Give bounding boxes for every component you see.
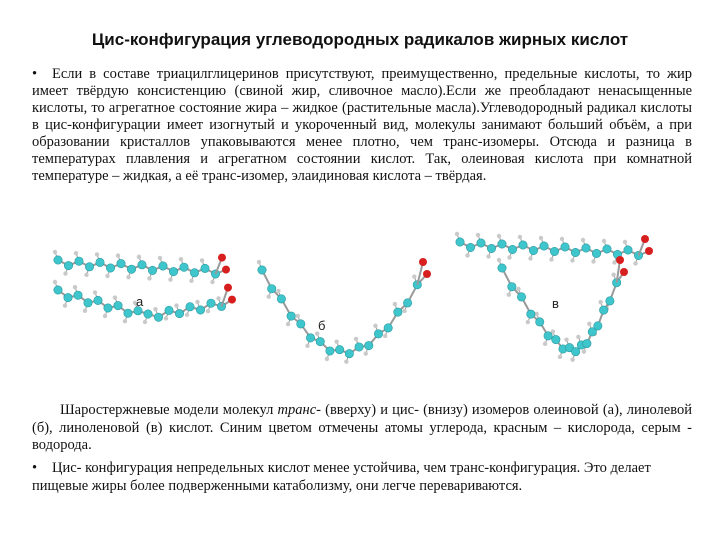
oleic-cis-hydrogen-atom [83,309,87,313]
linoleic-cis-oxygen-atom [419,258,427,266]
oleic-trans-hydrogen-atom [95,252,99,256]
linolenic-cis-carbon-atom [498,264,506,272]
linoleic-cis-carbon-atom [287,312,295,320]
linoleic-cis-carbon-atom [335,345,343,353]
linolenic-trans-hydrogen-atom [497,234,501,238]
oleic-cis-hydrogen-atom [103,314,107,318]
linolenic-trans-carbon-atom [529,246,537,254]
linoleic-cis-hydrogen-atom [305,344,309,348]
linolenic-trans-carbon-atom [487,244,495,252]
paragraph-cis-stability [32,460,692,495]
linolenic-trans-carbon-atom [466,243,474,251]
linolenic-cis-hydrogen-atom [543,342,547,346]
oleic-trans-hydrogen-atom [147,276,151,280]
oleic-cis-carbon-atom [175,309,183,317]
oleic-cis-carbon-atom [84,299,92,307]
linolenic-trans-hydrogen-atom [518,235,522,239]
oleic-trans-carbon-atom [127,265,135,273]
linoleic-cis-hydrogen-atom [267,294,271,298]
linoleic-cis-carbon-atom [365,341,373,349]
oleic-cis-oxygen-atom [228,296,236,304]
linolenic-trans-hydrogen-atom [633,261,637,265]
oleic-trans-carbon-atom [180,263,188,271]
linoleic-cis-hydrogen-atom [325,357,329,361]
linolenic-trans-hydrogen-atom [476,233,480,237]
linolenic-cis-hydrogen-atom [611,272,615,276]
oleic-trans-carbon-atom [64,261,72,269]
ball-and-stick-models [40,228,680,398]
linolenic-trans-hydrogen-atom [486,254,490,258]
oleic-cis-hydrogen-atom [93,290,97,294]
linolenic-cis-carbon-atom [599,306,607,314]
linolenic-cis-carbon-atom [527,310,535,318]
linolenic-trans-hydrogen-atom [455,232,459,236]
oleic-trans-hydrogen-atom [105,274,109,278]
linolenic-cis-hydrogen-atom [497,258,501,262]
linolenic-cis-oxygen-atom [620,268,628,276]
linolenic-cis-hydrogen-atom [507,292,511,296]
oleic-trans-hydrogen-atom [158,256,162,260]
linoleic-cis-hydrogen-atom [402,309,406,313]
linolenic-cis-carbon-atom [552,335,560,343]
linolenic-trans-hydrogen-atom [560,237,564,241]
linolenic-trans-hydrogen-atom [465,253,469,257]
linolenic-trans-hydrogen-atom [623,240,627,244]
oleic-cis-hydrogen-atom [174,303,178,307]
oleic-trans-carbon-atom [106,264,114,272]
oleic-cis-carbon-atom [144,310,152,318]
linoleic-cis-carbon-atom [326,347,334,355]
linoleic-cis-hydrogen-atom [373,324,377,328]
linolenic-trans-carbon-atom [519,241,527,249]
linoleic-cis-carbon-atom [345,349,353,357]
oleic-trans-carbon-atom [85,263,93,271]
linolenic-cis-carbon-atom [594,322,602,330]
linoleic-cis-hydrogen-atom [412,274,416,278]
oleic-trans-hydrogen-atom [189,279,193,283]
linolenic-cis-hydrogen-atom [598,300,602,304]
linolenic-trans-hydrogen-atom [612,260,616,264]
linolenic-cis-hydrogen-atom [582,349,586,353]
oleic-trans-hydrogen-atom [210,280,214,284]
linolenic-trans-hydrogen-atom [549,257,553,261]
linoleic-cis-hydrogen-atom [364,351,368,355]
oleic-trans-hydrogen-atom [84,273,88,277]
oleic-cis-carbon-atom [165,306,173,314]
linolenic-trans-hydrogen-atom [507,255,511,259]
linolenic-trans-hydrogen-atom [570,258,574,262]
linoleic-cis-hydrogen-atom [354,337,358,341]
oleic-cis-hydrogen-atom [53,280,57,284]
linoleic-cis-carbon-atom [374,330,382,338]
linolenic-cis-hydrogen-atom [570,357,574,361]
linolenic-trans-hydrogen-atom [581,238,585,242]
linolenic-cis-carbon-atom [571,347,579,355]
linolenic-cis-carbon-atom [544,332,552,340]
linolenic-cis-carbon-atom [536,318,544,326]
linolenic-trans-oxygen-atom [645,247,653,255]
linolenic-trans-oxygen-atom [641,235,649,243]
bullet-marker: • [32,66,38,82]
linolenic-cis-oxygen-atom [616,256,624,264]
linoleic-cis-carbon-atom [258,266,266,274]
oleic-trans-carbon-atom [201,264,209,272]
oleic-trans-carbon-atom [75,257,83,265]
linolenic-trans-carbon-atom [456,238,464,246]
linoleic-cis-hydrogen-atom [393,302,397,306]
oleic-cis-hydrogen-atom [143,320,147,324]
linoleic-cis-carbon-atom [403,299,411,307]
oleic-trans-hydrogen-atom [74,251,78,255]
oleic-cis-hydrogen-atom [185,313,189,317]
linolenic-cis-carbon-atom [583,339,591,347]
oleic-trans-oxygen-atom [218,254,226,262]
linolenic-cis-hydrogen-atom [558,355,562,359]
oleic-cis-carbon-atom [154,313,162,321]
caption-italic-trans: транс [277,402,317,418]
linoleic-cis-hydrogen-atom [296,314,300,318]
oleic-trans-carbon-atom [148,266,156,274]
linolenic-trans-carbon-atom [477,239,485,247]
molecule-models-figure [40,228,680,398]
linolenic-trans-carbon-atom [592,249,600,257]
oleic-trans-hydrogen-atom [179,257,183,261]
oleic-cis-carbon-atom [196,306,204,314]
oleic-cis-carbon-atom [64,293,72,301]
oleic-cis-oxygen-atom [224,284,232,292]
linolenic-trans-hydrogen-atom [539,236,543,240]
linoleic-cis-carbon-atom [306,334,314,342]
linoleic-cis-hydrogen-atom [344,359,348,363]
linoleic-cis-oxygen-atom [423,270,431,278]
linolenic-trans-carbon-atom [624,246,632,254]
linolenic-trans-carbon-atom [550,247,558,255]
linolenic-cis-carbon-atom [508,282,516,290]
oleic-trans-hydrogen-atom [63,271,67,275]
oleic-trans-hydrogen-atom [200,258,204,262]
oleic-cis-carbon-atom [94,296,102,304]
linolenic-trans-carbon-atom [540,242,548,250]
linolenic-trans-carbon-atom [498,240,506,248]
linolenic-trans-carbon-atom [561,243,569,251]
linoleic-cis-carbon-atom [355,343,363,351]
linolenic-trans-hydrogen-atom [591,259,595,263]
linolenic-trans-carbon-atom [571,248,579,256]
caption-part2: - (вверху) и цис- (внизу) изомеров олеиновой (а), линолевой (б), линоленовой (в) кислот. Синим цветом отмечены атомы углерода, красным – кислорода, серым - водорода. [32,402,692,453]
oleic-cis-carbon-atom [104,304,112,312]
oleic-trans-carbon-atom [96,258,104,266]
oleic-cis-carbon-atom [207,299,215,307]
bullet-marker: • [32,460,38,476]
oleic-cis-hydrogen-atom [73,285,77,289]
linolenic-trans-hydrogen-atom [528,256,532,260]
linoleic-cis-hydrogen-atom [334,339,338,343]
oleic-cis-carbon-atom [186,303,194,311]
linolenic-cis-hydrogen-atom [516,287,520,291]
oleic-trans-hydrogen-atom [116,253,120,257]
slide-title: Цис-конфигурация углеводородных радикалов жирных кислот [91,30,629,49]
oleic-cis-hydrogen-atom [206,309,210,313]
oleic-cis-hydrogen-atom [216,296,220,300]
oleic-cis-hydrogen-atom [195,300,199,304]
linoleic-cis-carbon-atom [297,320,305,328]
linolenic-trans-carbon-atom [582,244,590,252]
linoleic-cis-carbon-atom [384,324,392,332]
oleic-cis-carbon-atom [114,301,122,309]
oleic-trans-hydrogen-atom [137,255,141,259]
paragraph-fat-consistency [32,66,692,185]
paragraph-text: Если в составе триацилглицеринов присутствуют, преимущественно, предельные кислоты, то жир имеет твёрдую консистенцию (свиной жир, сливочное масло).Если же преобладают ненасыщенные кислоты, то агрегатное состояние жира – жидкое (растительные масла).Углеводородный радикал кислоты в цис-конфигурации имеет изогнутый и укороченный вид, молекулы занимают больший объём, а при образовании кристаллов упаковываются менее плотно, чем транс-изомеры. Отсюда и разница в температурах плавления и агрегатном состоянии кислот. Так, олеиновая кислота при комнатной температуре – жидкая, а её транс-изомер, элаидиновая кислота – твёрдая. [32,66,692,184]
linolenic-cis-hydrogen-atom [587,322,591,326]
oleic-trans-carbon-atom [54,256,62,264]
linoleic-cis-carbon-atom [277,295,285,303]
linolenic-cis-carbon-atom [517,293,525,301]
label-linolenic: в [552,296,559,311]
linolenic-cis-hydrogen-atom [576,335,580,339]
paragraph-text: Цис- конфигурация непредельных кислот менее устойчива, чем транс-конфигурация. Это делает пищевые жиры более подверженными катаболизму, они легче перевариваются. [32,460,651,494]
oleic-trans-carbon-atom [190,269,198,277]
linoleic-cis-carbon-atom [268,284,276,292]
oleic-cis-hydrogen-atom [123,319,127,323]
oleic-trans-carbon-atom [169,267,177,275]
oleic-cis-carbon-atom [124,309,132,317]
figure-caption [32,402,692,455]
oleic-trans-hydrogen-atom [168,277,172,281]
linolenic-trans-carbon-atom [508,245,516,253]
linoleic-cis-hydrogen-atom [383,334,387,338]
linoleic-cis-hydrogen-atom [257,260,261,264]
linolenic-trans-carbon-atom [603,245,611,253]
oleic-cis-hydrogen-atom [113,295,117,299]
caption-part1: Шаростержневые модели молекул [60,402,278,418]
oleic-cis-hydrogen-atom [63,303,67,307]
oleic-trans-oxygen-atom [222,266,230,274]
linolenic-cis-carbon-atom [606,297,614,305]
oleic-cis-hydrogen-atom [153,307,157,311]
linoleic-cis-hydrogen-atom [276,289,280,293]
oleic-trans-carbon-atom [159,262,167,270]
oleic-cis-carbon-atom [54,286,62,294]
linolenic-cis-hydrogen-atom [526,320,530,324]
linolenic-trans-hydrogen-atom [602,239,606,243]
oleic-trans-carbon-atom [138,261,146,269]
linolenic-cis-hydrogen-atom [564,337,568,341]
oleic-cis-hydrogen-atom [164,316,168,320]
label-oleic: а [136,294,144,309]
oleic-trans-hydrogen-atom [53,250,57,254]
label-linoleic: б [318,318,326,333]
oleic-cis-carbon-atom [74,291,82,299]
linoleic-cis-carbon-atom [316,337,324,345]
linoleic-cis-hydrogen-atom [286,322,290,326]
oleic-trans-hydrogen-atom [126,275,130,279]
linoleic-cis-carbon-atom [394,308,402,316]
oleic-trans-carbon-atom [117,259,125,267]
